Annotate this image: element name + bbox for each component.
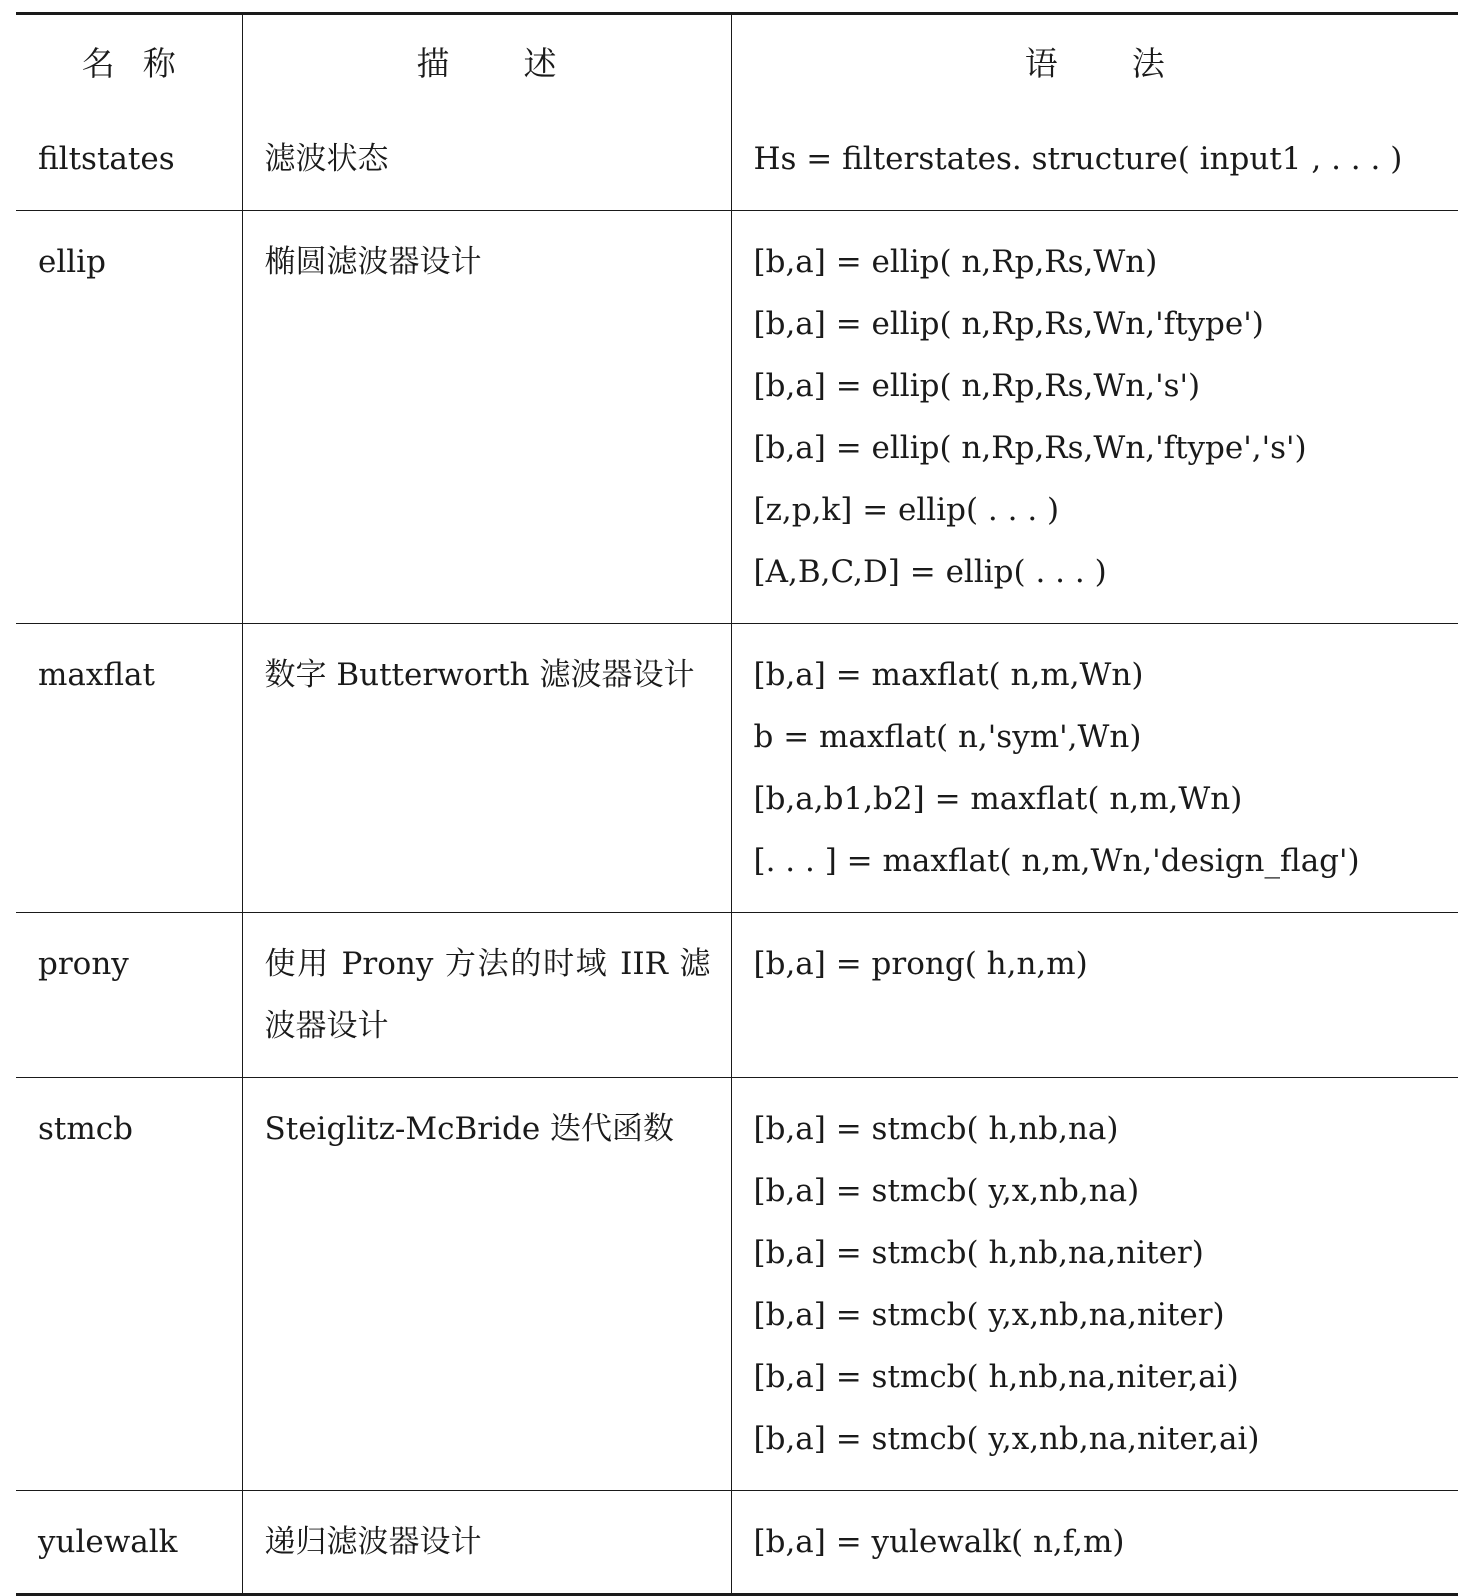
function-name: maxflat: [38, 657, 155, 693]
table-header-row: [16, 14, 1458, 109]
syntax-line: [. . . ] = maxflat( n,m,Wn,'design_flag'): [753, 843, 1360, 879]
table-row: [16, 1491, 1458, 1595]
syntax-line: b = maxflat( n,'sym',Wn): [753, 719, 1142, 755]
syntax-line: [b,a] = stmcb( y,x,nb,na,niter): [753, 1297, 1225, 1333]
syntax-line: [b,a] = stmcb( y,x,nb,na,niter,ai): [753, 1421, 1260, 1457]
function-name: yulewalk: [38, 1524, 178, 1560]
syntax-line: Hs = filterstates. structure( input1 , . . . ): [753, 141, 1403, 177]
table-row: [16, 624, 1458, 913]
function-syntax: [731, 108, 1458, 211]
function-description: 递归滤波器设计: [242, 1491, 731, 1595]
function-syntax: [731, 624, 1458, 913]
function-syntax: [731, 1491, 1458, 1595]
function-syntax: [731, 211, 1458, 624]
table-row: [16, 913, 1458, 1078]
function-description: 使用 Prony 方法的时域 IIR 滤波器设计: [242, 913, 731, 1078]
syntax-line: [b,a] = stmcb( h,nb,na,niter,ai): [753, 1359, 1239, 1395]
function-description: 滤波状态: [242, 108, 731, 211]
header-name: 名称: [81, 44, 204, 83]
table-row: [16, 1078, 1458, 1491]
function-description: 数字 Butterworth 滤波器设计: [242, 624, 731, 913]
table-row: [16, 211, 1458, 624]
syntax-line: [b,a] = ellip( n,Rp,Rs,Wn,'ftype'): [753, 306, 1264, 342]
function-description: Steiglitz-McBride 迭代函数: [242, 1078, 731, 1491]
function-description: 椭圆滤波器设计: [242, 211, 731, 624]
header-description: 描述: [242, 14, 731, 109]
syntax-line: [b,a,b1,b2] = maxflat( n,m,Wn): [753, 781, 1243, 817]
syntax-line: [b,a] = stmcb( y,x,nb,na): [753, 1173, 1140, 1209]
syntax-line: [b,a] = maxflat( n,m,Wn): [753, 657, 1144, 693]
function-name: ellip: [38, 244, 106, 280]
function-name: stmcb: [38, 1111, 133, 1147]
syntax-line: [A,B,C,D] = ellip( . . . ): [753, 554, 1107, 590]
syntax-line: [b,a] = stmcb( h,nb,na,niter): [753, 1235, 1204, 1271]
syntax-line: [b,a] = stmcb( h,nb,na): [753, 1111, 1119, 1147]
syntax-line: [b,a] = ellip( n,Rp,Rs,Wn): [753, 244, 1158, 280]
table-row: [16, 108, 1458, 211]
function-syntax: [731, 913, 1458, 1078]
syntax-line: [b,a] = prong( h,n,m): [753, 946, 1088, 982]
function-table: [16, 12, 1458, 1596]
syntax-line: [b,a] = ellip( n,Rp,Rs,Wn,'ftype','s'): [753, 430, 1307, 466]
syntax-line: [b,a] = yulewalk( n,f,m): [753, 1524, 1125, 1560]
function-name: filtstates: [38, 141, 175, 177]
syntax-line: [b,a] = ellip( n,Rp,Rs,Wn,'s'): [753, 368, 1201, 404]
header-syntax: 语法: [731, 14, 1458, 109]
function-name: prony: [38, 946, 129, 982]
syntax-line: [z,p,k] = ellip( . . . ): [753, 492, 1060, 528]
function-syntax: [731, 1078, 1458, 1491]
